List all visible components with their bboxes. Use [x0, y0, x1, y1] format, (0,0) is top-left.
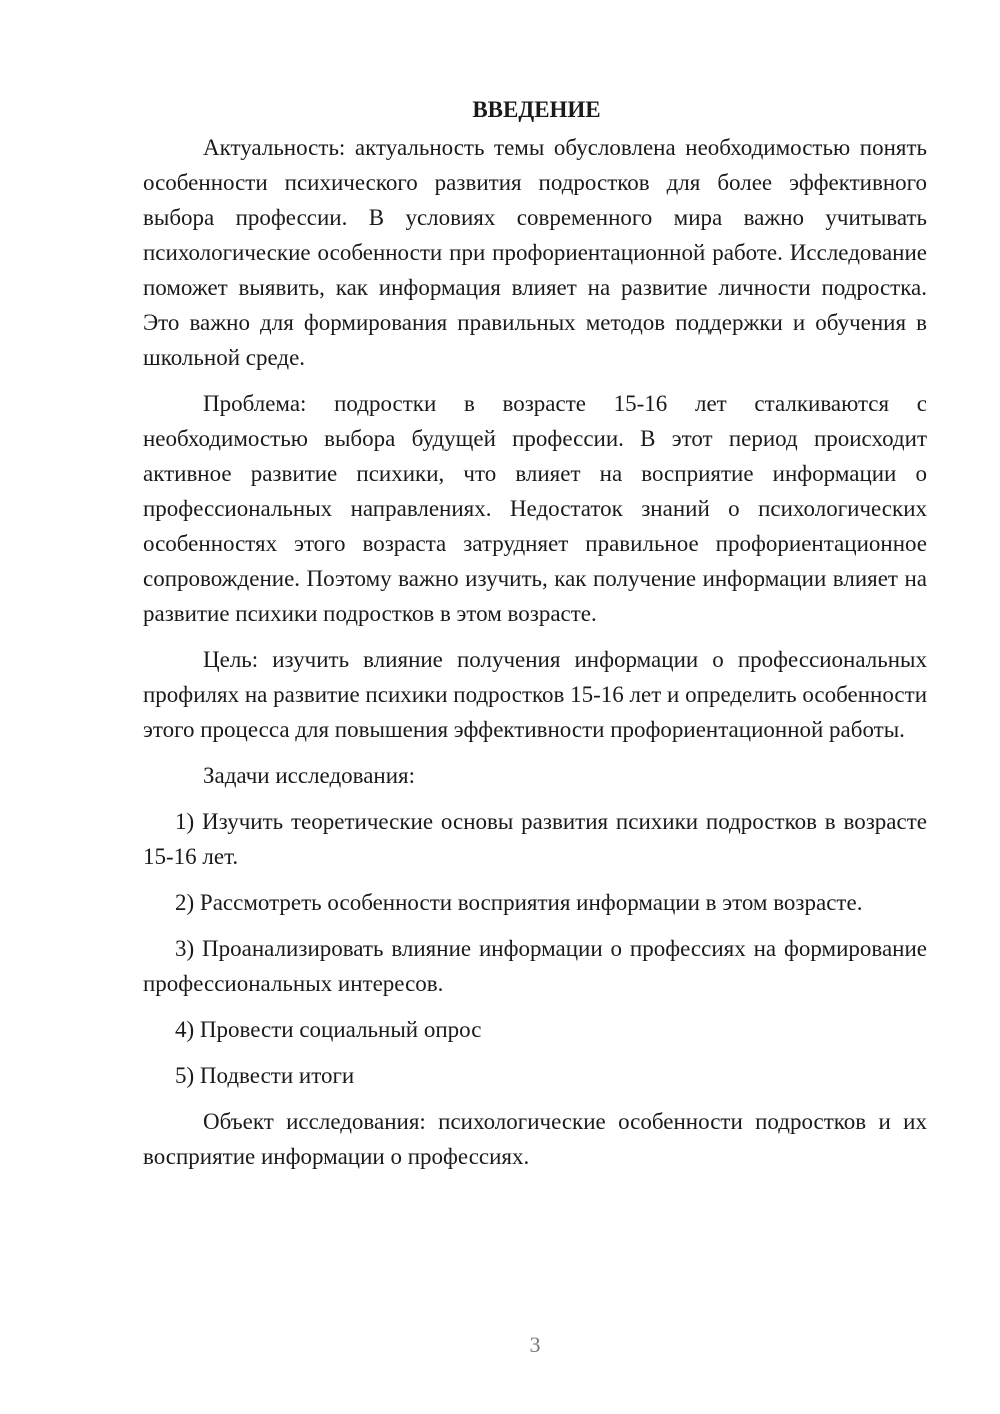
page-title: ВВЕДЕНИЕ	[472, 97, 601, 122]
task-item-2: 2) Рассмотреть особенности восприятия информации в этом возрасте.	[175, 890, 863, 915]
paragraph-goal: Цель: изучить влияние получения информации о профессиональных профилях на развитие психики подростков 15-16 лет и определить особенности этого процесса для повышения эффективности профориентационной работы.	[143, 647, 927, 742]
paragraph-object: Объект исследования: психологические особенности подростков и их восприятие информации о профессиях.	[143, 1109, 927, 1169]
document-page	[143, 92, 927, 1174]
tasks-heading: Задачи исследования:	[203, 763, 416, 788]
task-item-4: 4) Провести социальный опрос	[175, 1017, 482, 1042]
paragraph-problem: Проблема: подростки в возрасте 15-16 лет сталкиваются с необходимостью выбора будущей профессии. В этот период происходит активное развитие психики, что влияет на восприятие информации о профессиональных направлениях. Недостаток знаний о психологических особенностях этого возраста затрудняет правильное профориентационное сопровождение. Поэтому важно изучить, как получение информации влияет на развитие психики подростков в этом возрасте.	[143, 391, 927, 626]
page-number: 3	[529, 1332, 541, 1357]
task-item-1: 1) Изучить теоретические основы развития психики подростков в возрасте 15-16 лет.	[143, 809, 927, 869]
task-item-5: 5) Подвести итоги	[175, 1063, 355, 1088]
task-item-3: 3) Проанализировать влияние информации о профессиях на формирование профессиональных интересов.	[143, 936, 927, 996]
paragraph-relevance: Актуальность: актуальность темы обусловлена необходимостью понять особенности психического развития подростков для более эффективного выбора профессии. В условиях современного мира важно учитывать психологические особенности при профориентационной работе. Исследование поможет выявить, как информация влияет на развитие личности подростка. Это важно для формирования правильных методов поддержки и обучения в школьной среде.	[143, 135, 927, 370]
